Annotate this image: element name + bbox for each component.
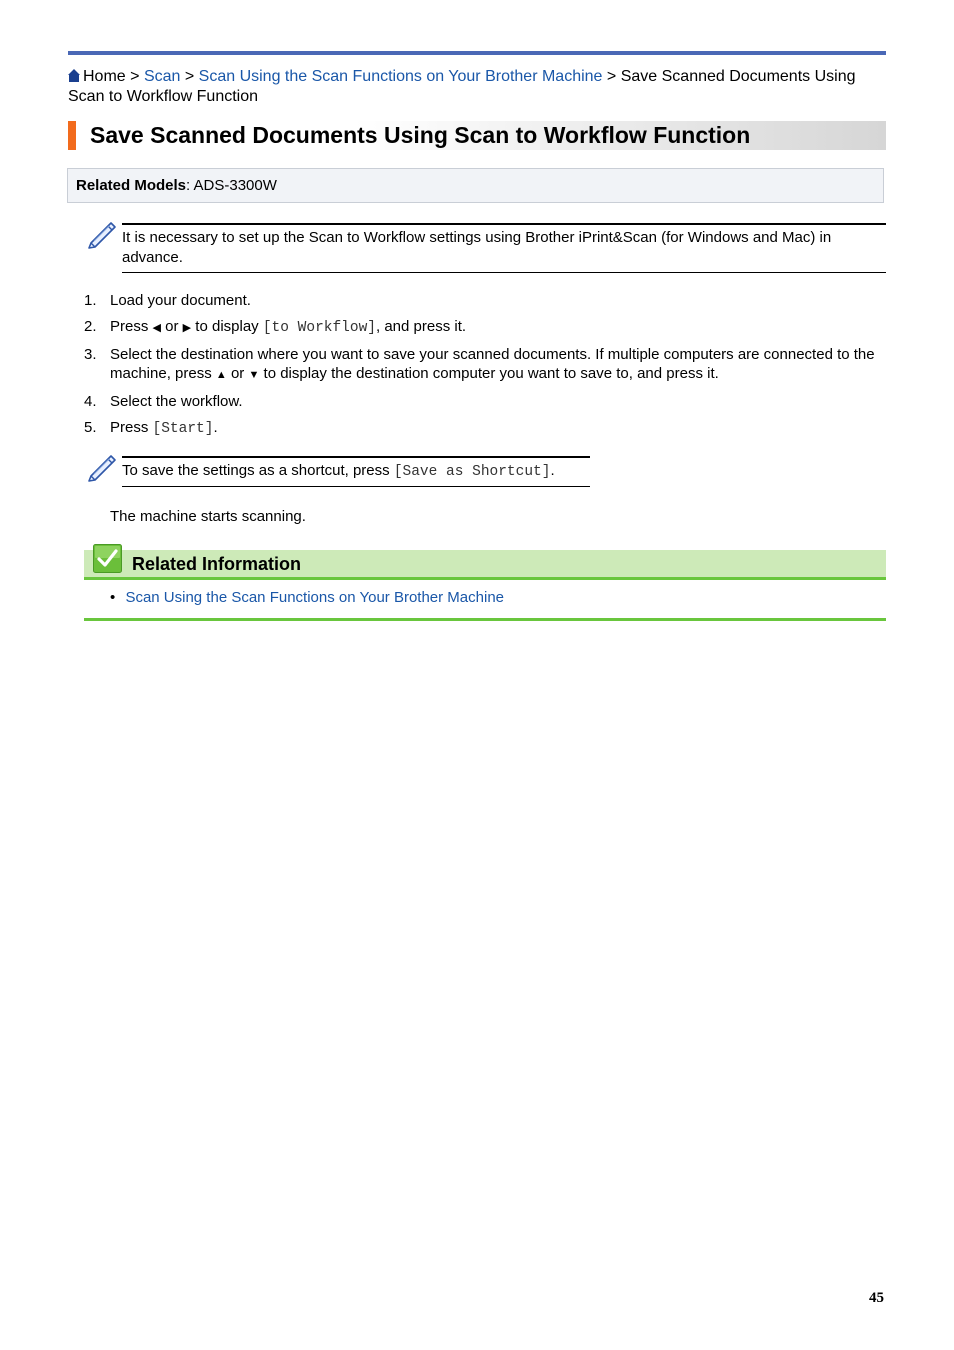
list-item — [110, 588, 504, 608]
breadcrumb-link-scan[interactable]: Scan — [143, 68, 181, 85]
step-text: Select the destination where you want to save your scanned documents. If multiple computers are connected to the machine, press — [110, 346, 875, 382]
step-text: Press — [110, 318, 153, 335]
step-text: or — [226, 365, 249, 382]
title-banner — [68, 121, 886, 150]
note-text: To save the settings as a shortcut, press — [122, 462, 394, 479]
list-item — [84, 317, 886, 338]
step-number: 3. — [84, 346, 97, 363]
step-text: Press — [110, 419, 153, 436]
related-info-header — [84, 550, 886, 580]
step-text: to display the destination computer you want to save to, and press it. — [259, 365, 719, 382]
breadcrumb-current: Save Scanned Documents Using Scan to Workflow Function — [68, 68, 856, 105]
pencil-icon — [87, 217, 119, 249]
step-text: or — [160, 318, 183, 335]
down-arrow-icon: ▼ — [248, 369, 260, 381]
checkmark-icon — [93, 544, 122, 573]
ui-option-to-workflow: [to Workflow] — [262, 320, 376, 336]
breadcrumb — [68, 67, 886, 107]
step-list — [84, 291, 886, 446]
step-number: 4. — [84, 393, 97, 410]
related-link-scan-functions[interactable]: Scan Using the Scan Functions on Your Brother Machine — [125, 589, 504, 606]
note-box — [122, 223, 886, 273]
home-icon[interactable] — [68, 69, 80, 82]
breadcrumb-separator: > — [130, 68, 140, 85]
related-info-title: Related Information — [132, 554, 302, 574]
list-item — [84, 418, 886, 439]
step-text: . — [213, 419, 218, 436]
up-arrow-icon: ▲ — [215, 369, 227, 381]
breadcrumb-separator: > — [184, 68, 195, 85]
top-rule — [68, 51, 886, 55]
step-text: , and press it. — [375, 318, 467, 335]
note-text: It is necessary to set up the Scan to Workflow settings using Brother iPrint&Scan (for Windows and Mac) in advance. — [122, 229, 832, 266]
related-info-divider — [84, 618, 886, 621]
result-text: The machine starts scanning. — [110, 508, 306, 525]
note-box — [122, 456, 590, 487]
step-number: 1. — [84, 292, 97, 309]
note-text: . — [550, 462, 555, 479]
page-title: Save Scanned Documents Using Scan to Workflow Function — [90, 122, 751, 148]
step-text: Load your document. — [110, 292, 251, 309]
page-number: 45 — [869, 1290, 884, 1306]
step-number: 5. — [84, 419, 97, 436]
step-text: to display — [191, 318, 263, 335]
list-item — [84, 291, 886, 310]
list-item — [84, 392, 886, 411]
right-arrow-icon: ▶ — [182, 322, 192, 334]
related-models-value: : ADS-3300W — [186, 177, 277, 194]
breadcrumb-link-scan-functions[interactable]: Scan Using the Scan Functions on Your Brother Machine — [198, 68, 603, 85]
breadcrumb-separator: > — [606, 68, 617, 85]
related-models-label: Related Models — [76, 177, 187, 194]
breadcrumb-home[interactable]: Home — [83, 68, 126, 85]
ui-option-start: [Start] — [152, 421, 214, 437]
ui-option-save-as-shortcut: [Save as Shortcut] — [393, 464, 551, 480]
pencil-icon — [87, 450, 119, 482]
step-text: Select the workflow. — [110, 393, 243, 410]
related-models-box — [67, 168, 884, 203]
step-number: 2. — [84, 318, 97, 335]
bullet: • — [110, 589, 116, 606]
list-item — [84, 345, 886, 385]
title-accent-bar — [68, 121, 76, 150]
left-arrow-icon: ◀ — [152, 322, 161, 334]
